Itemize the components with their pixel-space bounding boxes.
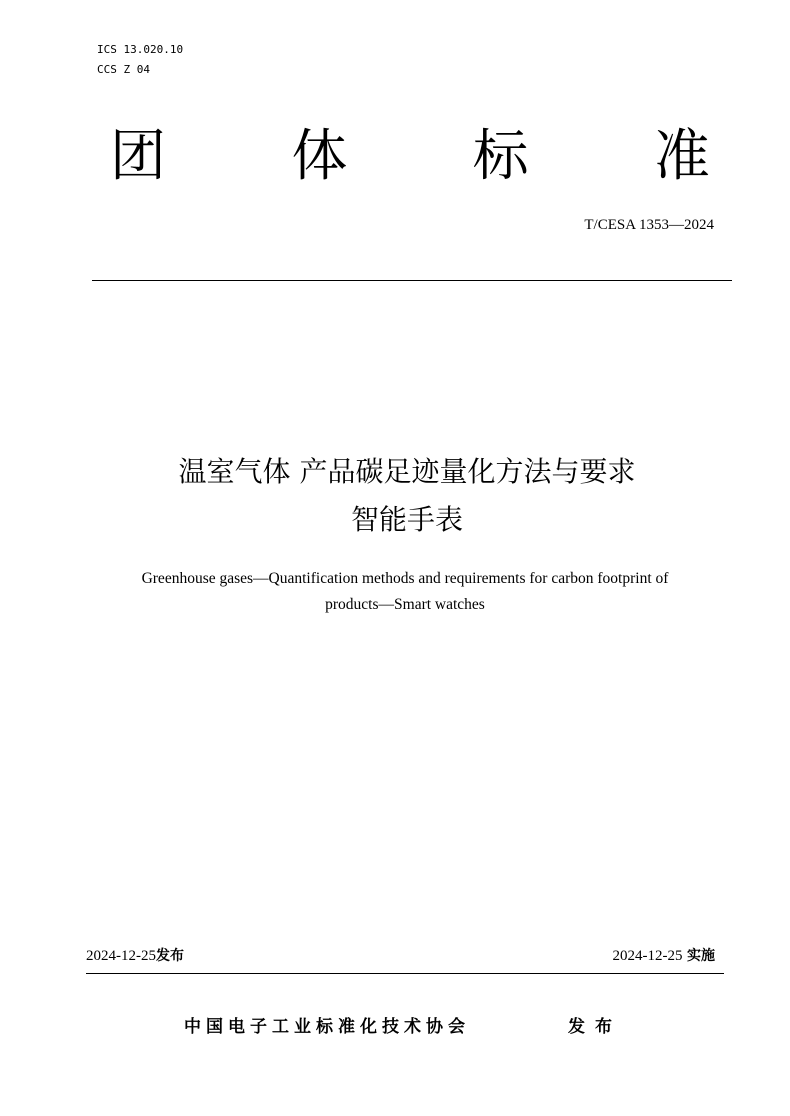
issue-date: 2024-12-25 (86, 948, 156, 964)
implement-date-block (613, 945, 715, 967)
title-en-line-1: Greenhouse gases—Quantification methods and requirements for carbon footprint of (141, 570, 669, 587)
classification-codes (97, 40, 183, 80)
title-cn-line-1: 温室气体 产品碳足迹量化方法与要求 (178, 455, 636, 488)
title-cn-line-2: 智能手表 (350, 503, 463, 536)
implement-date: 2024-12-25 (612, 948, 683, 964)
standard-type-char-4: 准 (653, 124, 710, 189)
standard-type-heading (110, 122, 710, 192)
title-en-line-2: products—Smart watches (325, 596, 485, 613)
implement-label: 实施 (687, 948, 715, 964)
standard-type-char-2: 体 (291, 124, 348, 189)
bottom-divider (86, 973, 724, 974)
ics-code: ICS 13.020.10 (97, 43, 184, 56)
publisher-name: 中国电子工业标准化技术协会 (184, 1017, 470, 1037)
standard-code: T/CESA 1353—2024 (584, 217, 714, 233)
issue-date-block (86, 945, 184, 967)
standard-type-char-1: 团 (110, 124, 166, 189)
ccs-code: CCS Z 04 (97, 63, 150, 76)
top-divider (92, 280, 732, 281)
publish-label: 发布 (568, 1017, 622, 1037)
standard-type-char-3: 标 (472, 124, 529, 189)
issue-label: 发布 (156, 948, 184, 964)
